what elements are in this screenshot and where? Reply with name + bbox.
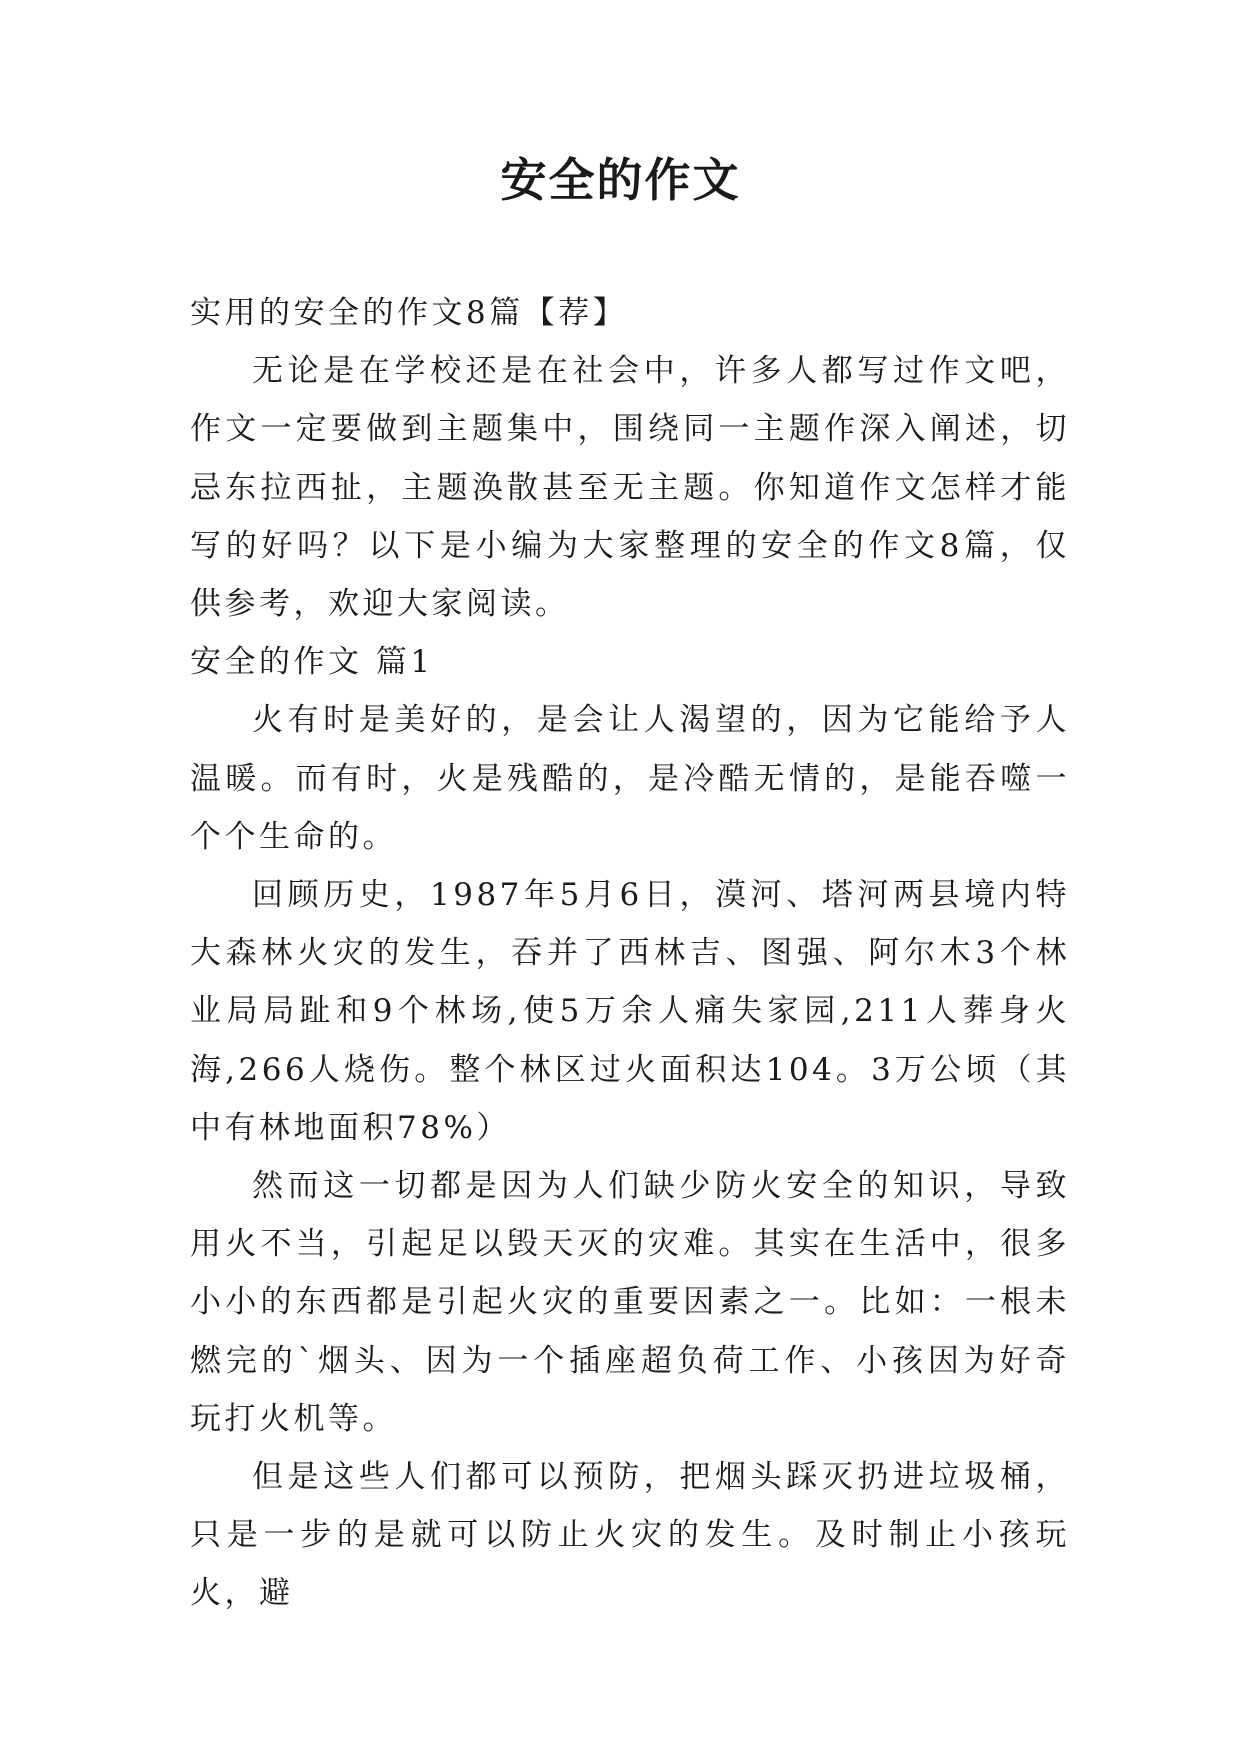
body-paragraph-1: 火有时是美好的，是会让人渴望的，因为它能给予人温暖。而有时，火是残酷的，是冷酷无情的，是能吞噬一个个生命的。	[190, 702, 1070, 855]
body-paragraph-3: 然而这一切都是因为人们缺少防火安全的知识，导致用火不当，引起足以毁天灭的灾难。其实在生活中，很多小小的东西都是引起火灾的重要因素之一。比如：一根未燃完的`烟头、因为一个插座超负荷工作、小孩因为好奇玩打火机等。	[190, 1168, 1070, 1437]
section-heading: 安全的作文 篇1	[190, 644, 434, 681]
body-paragraph-4: 但是这些人们都可以预防，把烟头踩灭扔进垃圾桶，只是一步的是就可以防止火灾的发生。及时制止小孩玩火，避	[190, 1459, 1070, 1612]
body-paragraph-2: 回顾历史，1987年5月6日，漠河、塔河两县境内特大森林火灾的发生，吞并了西林吉、图强、阿尔木3个林业局局趾和9个林场,使5万余人痛失家园,211人葬身火海,266人烧伤。整个林区过火面积达104。3万公顷（其中有林地面积78%）	[190, 877, 1070, 1146]
document-body	[190, 284, 1070, 1623]
document-title: 安全的作文	[500, 153, 741, 207]
document-subtitle: 实用的安全的作文8篇【荐】	[190, 295, 628, 331]
intro-paragraph: 无论是在学校还是在社会中，许多人都写过作文吧，作文一定要做到主题集中，围绕同一主题作深入阐述，切忌东拉西扯，主题涣散甚至无主题。你知道作文怎样才能写的好吗？以下是小编为大家整理的安全的作文8篇，仅供参考，欢迎大家阅读。	[190, 353, 1070, 623]
